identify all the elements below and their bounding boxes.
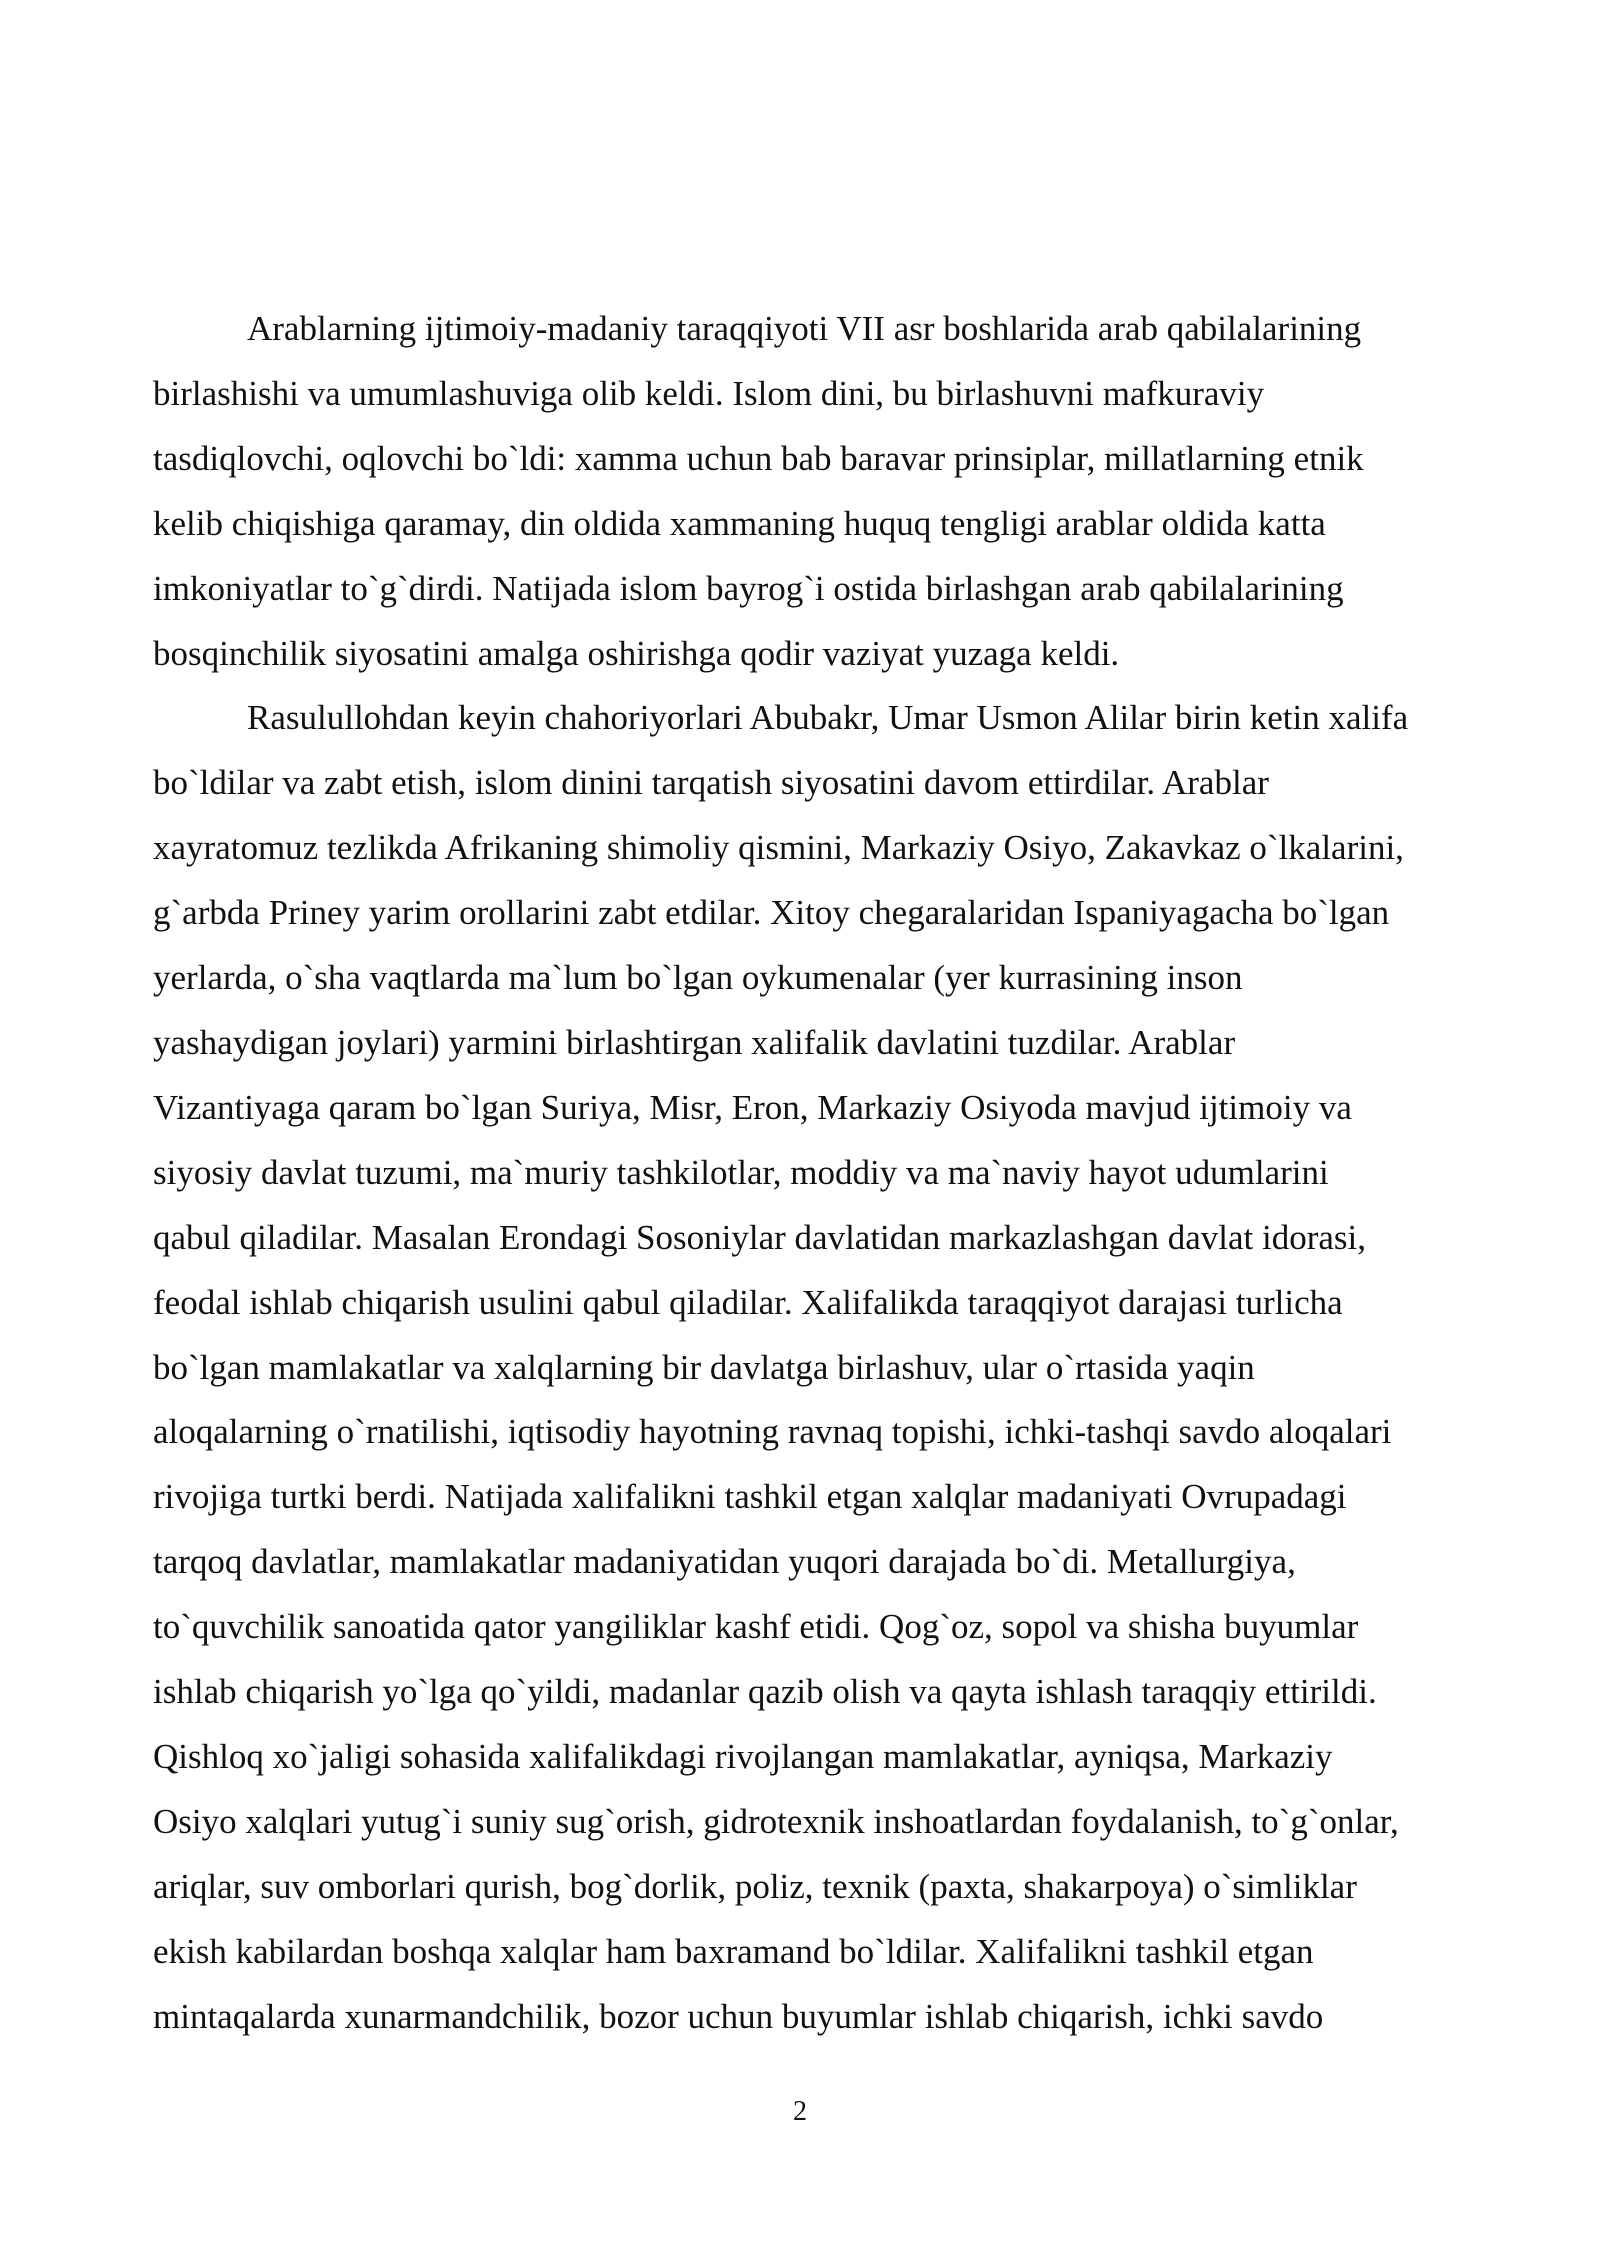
text-line: bosqinchilik siyosatini amalga oshirishga qodir vaziyat yuzaga keldi. xyxy=(153,633,1120,673)
text-line: imkoniyatlar to`g`dirdi. Natijada islom bayrog`i ostida birlashgan arab qabilalarining xyxy=(153,568,1344,608)
page-number: 2 xyxy=(793,2096,807,2127)
text-line: bo`ldilar va zabt etish, islom dinini tarqatish siyosatini davom ettirdilar. Arablar xyxy=(153,763,1269,803)
text-line: tasdiqlovchi, oqlovchi bo`ldi: xamma uchun bab baravar prinsiplar, millatlarning etnik xyxy=(153,438,1364,478)
text-line: yerlarda, o`sha vaqtlarda ma`lum bo`lgan oykumenalar (yer kurrasining inson xyxy=(153,958,1243,998)
text-line: Vizantiyaga qaram bo`lgan Suriya, Misr, Eron, Markaziy Osiyoda mavjud ijtimoiy va xyxy=(153,1087,1352,1127)
text-line: feodal ishlab chiqarish usulini qabul qiladilar. Xalifalikda taraqqiyot darajasi turlicha xyxy=(153,1282,1343,1322)
text-line: g`arbda Priney yarim orollarini zabt etdilar. Xitoy chegaralaridan Ispaniyagacha bo`lgan xyxy=(153,893,1390,933)
text-line: birlashishi va umumlashuviga olib keldi. Islom dini, bu birlashuvni mafkuraviy xyxy=(153,373,1265,413)
text-line: Osiyo xalqlari yutug`i suniy sug`orish, gidrotexnik inshoatlardan foydalanish, to`g`onlar, xyxy=(153,1801,1399,1841)
text-line: bo`lgan mamlakatlar va xalqlarning bir davlatga birlashuv, ular o`rtasida yaqin xyxy=(153,1347,1255,1387)
text-line: yashaydigan joylari) yarmini birlashtirgan xalifalik davlatini tuzdilar. Arablar xyxy=(153,1022,1236,1062)
text-line: ariqlar, suv omborlari qurish, bog`dorlik, poliz, texnik (paxta, shakarpoya) o`simliklar xyxy=(153,1866,1357,1906)
text-line: tarqoq davlatlar, mamlakatlar madaniyatidan yuqori darajada bo`di. Metallurgiya, xyxy=(153,1542,1296,1582)
text-line: qabul qiladilar. Masalan Erondagi Sosoniylar davlatidan markazlashgan davlat idorasi, xyxy=(153,1217,1366,1257)
text-line: rivojiga turtki berdi. Natijada xalifalikni tashkil etgan xalqlar madaniyati Ovrupadagi xyxy=(153,1477,1347,1517)
text-line: to`quvchilik sanoatida qator yangiliklar kashf etidi. Qog`oz, sopol va shisha buyumlar xyxy=(153,1607,1359,1647)
text-line: kelib chiqishiga qaramay, din oldida xammaning huquq tengligi arablar oldida katta xyxy=(153,503,1326,543)
text-line: mintaqalarda xunarmandchilik, bozor uchun buyumlar ishlab chiqarish, ichki savdo xyxy=(153,1996,1324,2036)
text-line: Rasulullohdan keyin chahoriyorlari Abubakr, Umar Usmon Alilar birin ketin xalifa xyxy=(247,698,1409,738)
text-line: ekish kabilardan boshqa xalqlar ham baxramand bo`ldilar. Xalifalikni tashkil etgan xyxy=(153,1931,1314,1971)
text-line: Arablarning ijtimoiy-madaniy taraqqiyoti VII asr boshlarida arab qabilalarining xyxy=(247,309,1362,348)
body-text xyxy=(153,297,1503,2049)
text-line: siyosiy davlat tuzumi, ma`muriy tashkilotlar, moddiy va ma`naviy hayot udumlarini xyxy=(153,1152,1329,1192)
text-line: ishlab chiqarish yo`lga qo`yildi, madanlar qazib olish va qayta ishlash taraqqiy ettirildi. xyxy=(153,1672,1377,1712)
text-line: Qishloq xo`jaligi sohasida xalifalikdagi rivojlangan mamlakatlar, ayniqsa, Markaziy xyxy=(153,1736,1333,1776)
text-line: aloqalarning o`rnatilishi, iqtisodiy hayotning ravnaq topishi, ichki-tashqi savdo aloqalari xyxy=(153,1412,1392,1452)
text-line: xayratomuz tezlikda Afrikaning shimoliy qismini, Markaziy Osiyo, Zakavkaz o`lkalarini, xyxy=(153,828,1404,868)
